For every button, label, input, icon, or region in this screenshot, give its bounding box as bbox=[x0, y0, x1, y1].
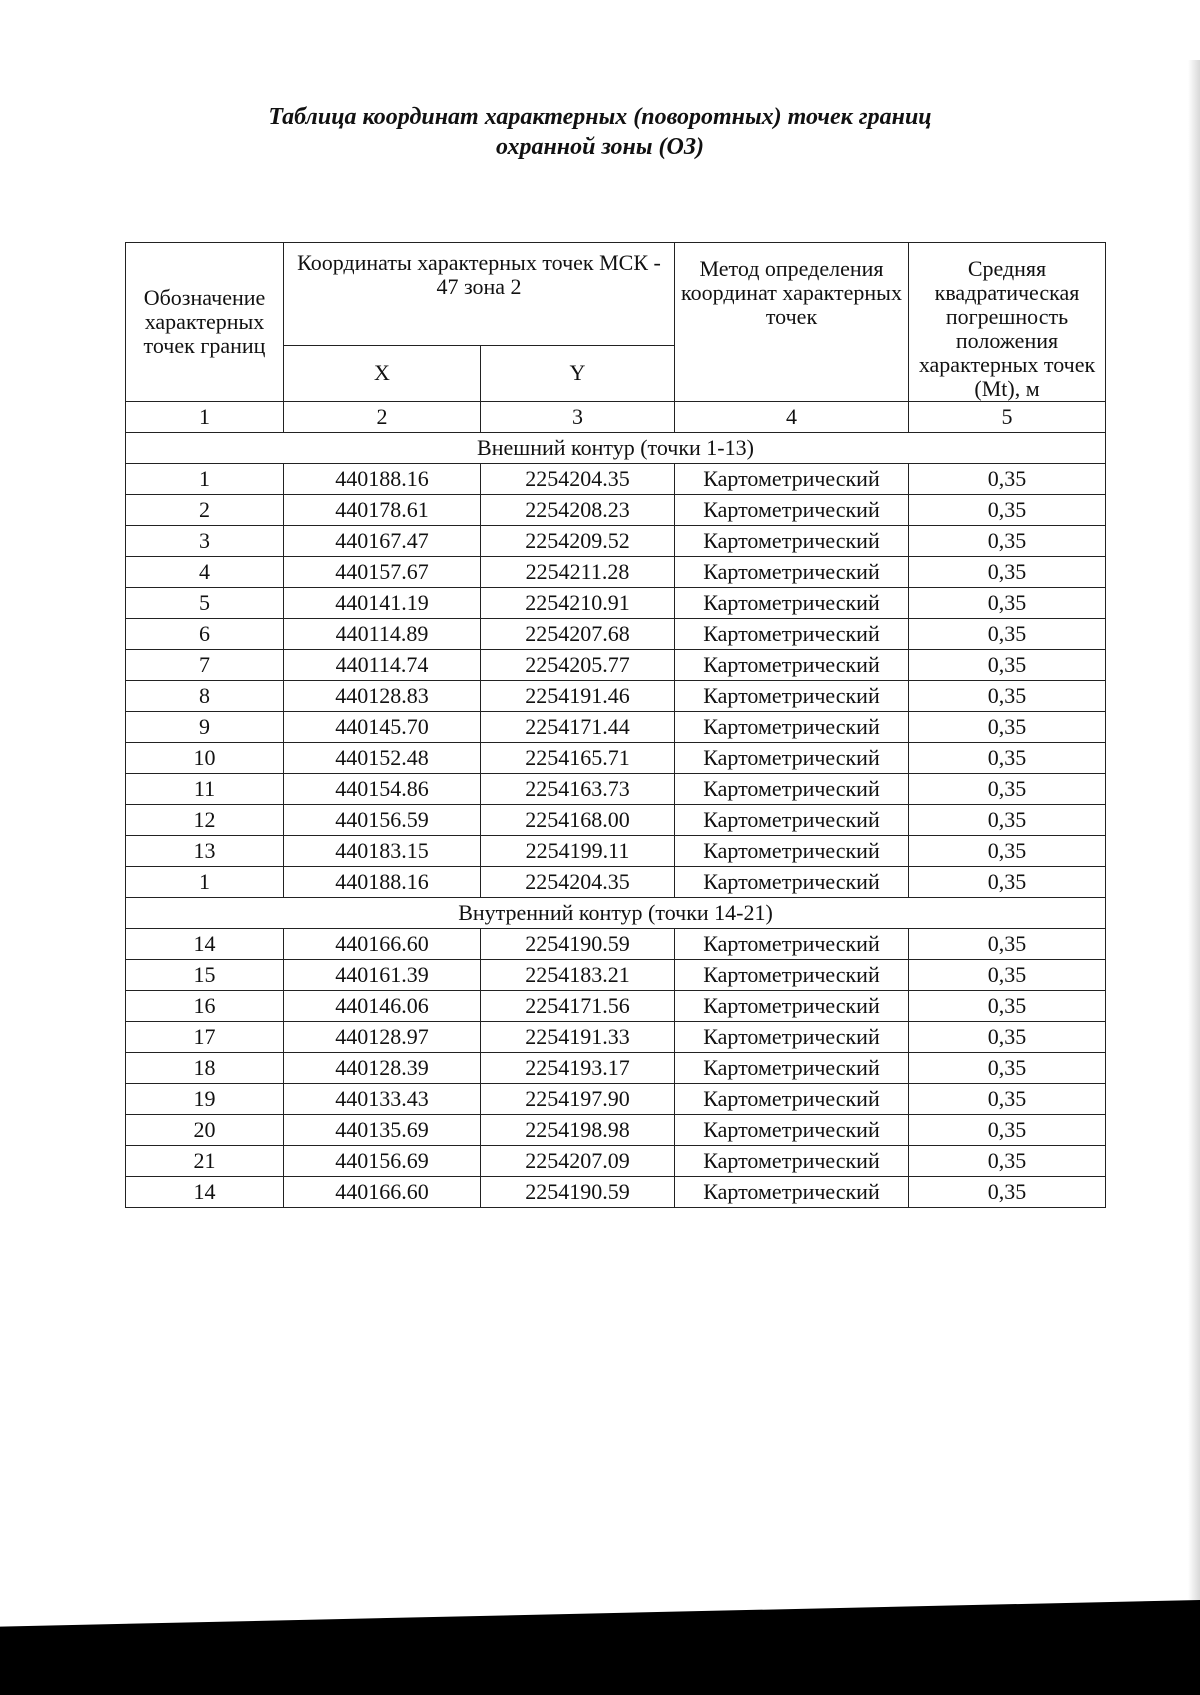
header-x: X bbox=[284, 345, 481, 401]
point-id-cell: 5 bbox=[126, 588, 284, 619]
y-cell: 2254210.91 bbox=[481, 588, 675, 619]
table-row bbox=[126, 650, 1106, 681]
point-id-cell: 3 bbox=[126, 526, 284, 557]
error-cell: 0,35 bbox=[909, 464, 1106, 495]
y-cell: 2254168.00 bbox=[481, 805, 675, 836]
point-id-cell: 17 bbox=[126, 1022, 284, 1053]
y-cell: 2254198.98 bbox=[481, 1115, 675, 1146]
table-row bbox=[126, 1084, 1106, 1115]
table-row bbox=[126, 1115, 1106, 1146]
table-row bbox=[126, 774, 1106, 805]
section-row bbox=[126, 898, 1106, 929]
page-title-line-1: Таблица координат характерных (поворотных) точек границ bbox=[268, 104, 932, 130]
point-id-cell: 11 bbox=[126, 774, 284, 805]
error-cell: 0,35 bbox=[909, 619, 1106, 650]
section-row bbox=[126, 433, 1106, 464]
method-cell: Картометрический bbox=[675, 1053, 909, 1084]
point-id-cell: 21 bbox=[126, 1146, 284, 1177]
method-cell: Картометрический bbox=[675, 743, 909, 774]
method-cell: Картометрический bbox=[675, 1084, 909, 1115]
y-cell: 2254204.35 bbox=[481, 464, 675, 495]
column-number: 4 bbox=[675, 402, 909, 433]
header-row-top bbox=[126, 243, 1106, 346]
header-y: Y bbox=[481, 345, 675, 401]
x-cell: 440188.16 bbox=[284, 464, 481, 495]
point-id-cell: 19 bbox=[126, 1084, 284, 1115]
method-cell: Картометрический bbox=[675, 619, 909, 650]
column-number: 1 bbox=[126, 402, 284, 433]
method-cell: Картометрический bbox=[675, 867, 909, 898]
y-cell: 2254209.52 bbox=[481, 526, 675, 557]
point-id-cell: 15 bbox=[126, 960, 284, 991]
y-cell: 2254171.44 bbox=[481, 712, 675, 743]
x-cell: 440166.60 bbox=[284, 929, 481, 960]
method-cell: Картометрический bbox=[675, 464, 909, 495]
y-cell: 2254183.21 bbox=[481, 960, 675, 991]
error-cell: 0,35 bbox=[909, 960, 1106, 991]
error-cell: 0,35 bbox=[909, 1115, 1106, 1146]
coordinates-table bbox=[125, 242, 1106, 1208]
error-cell: 0,35 bbox=[909, 712, 1106, 743]
column-number-row bbox=[126, 402, 1106, 433]
x-cell: 440128.97 bbox=[284, 1022, 481, 1053]
error-cell: 0,35 bbox=[909, 557, 1106, 588]
page-title-line-2: охранной зоны (ОЗ) bbox=[495, 134, 705, 160]
table-row bbox=[126, 588, 1106, 619]
point-id-cell: 18 bbox=[126, 1053, 284, 1084]
y-cell: 2254193.17 bbox=[481, 1053, 675, 1084]
table-row bbox=[126, 960, 1106, 991]
method-cell: Картометрический bbox=[675, 836, 909, 867]
x-cell: 440156.69 bbox=[284, 1146, 481, 1177]
y-cell: 2254190.59 bbox=[481, 1177, 675, 1208]
x-cell: 440183.15 bbox=[284, 836, 481, 867]
point-id-cell: 7 bbox=[126, 650, 284, 681]
method-cell: Картометрический bbox=[675, 712, 909, 743]
x-cell: 440128.39 bbox=[284, 1053, 481, 1084]
method-cell: Картометрический bbox=[675, 495, 909, 526]
table-row bbox=[126, 557, 1106, 588]
header-coordinates-group: Координаты характерных точек МСК - 47 зона 2 bbox=[284, 243, 675, 346]
header-method: Метод определения координат характерных точек bbox=[675, 243, 909, 402]
point-id-cell: 1 bbox=[126, 464, 284, 495]
error-cell: 0,35 bbox=[909, 526, 1106, 557]
table-row bbox=[126, 681, 1106, 712]
section-title: Внешний контур (точки 1-13) bbox=[126, 433, 1106, 464]
table-row bbox=[126, 1022, 1106, 1053]
error-cell: 0,35 bbox=[909, 1084, 1106, 1115]
x-cell: 440114.74 bbox=[284, 650, 481, 681]
error-cell: 0,35 bbox=[909, 681, 1106, 712]
error-cell: 0,35 bbox=[909, 1177, 1106, 1208]
error-cell: 0,35 bbox=[909, 495, 1106, 526]
method-cell: Картометрический bbox=[675, 960, 909, 991]
x-cell: 440141.19 bbox=[284, 588, 481, 619]
section-title: Внутренний контур (точки 14-21) bbox=[126, 898, 1106, 929]
point-id-cell: 20 bbox=[126, 1115, 284, 1146]
y-cell: 2254171.56 bbox=[481, 991, 675, 1022]
point-id-cell: 4 bbox=[126, 557, 284, 588]
point-id-cell: 12 bbox=[126, 805, 284, 836]
point-id-cell: 9 bbox=[126, 712, 284, 743]
table-row bbox=[126, 464, 1106, 495]
column-number: 2 bbox=[284, 402, 481, 433]
method-cell: Картометрический bbox=[675, 805, 909, 836]
error-cell: 0,35 bbox=[909, 836, 1106, 867]
error-cell: 0,35 bbox=[909, 650, 1106, 681]
method-cell: Картометрический bbox=[675, 1022, 909, 1053]
table-row bbox=[126, 805, 1106, 836]
x-cell: 440146.06 bbox=[284, 991, 481, 1022]
error-cell: 0,35 bbox=[909, 867, 1106, 898]
x-cell: 440188.16 bbox=[284, 867, 481, 898]
y-cell: 2254163.73 bbox=[481, 774, 675, 805]
table-row bbox=[126, 1146, 1106, 1177]
table-row bbox=[126, 991, 1106, 1022]
y-cell: 2254211.28 bbox=[481, 557, 675, 588]
coordinates-table-body bbox=[126, 243, 1106, 1208]
table-row bbox=[126, 619, 1106, 650]
y-cell: 2254205.77 bbox=[481, 650, 675, 681]
x-cell: 440114.89 bbox=[284, 619, 481, 650]
x-cell: 440157.67 bbox=[284, 557, 481, 588]
x-cell: 440154.86 bbox=[284, 774, 481, 805]
point-id-cell: 8 bbox=[126, 681, 284, 712]
method-cell: Картометрический bbox=[675, 650, 909, 681]
x-cell: 440156.59 bbox=[284, 805, 481, 836]
header-error: Средняя квадратическая погрешность положения характерных точек (Mt), м bbox=[909, 243, 1106, 402]
point-id-cell: 1 bbox=[126, 867, 284, 898]
error-cell: 0,35 bbox=[909, 929, 1106, 960]
table-row bbox=[126, 1177, 1106, 1208]
table-row bbox=[126, 1053, 1106, 1084]
y-cell: 2254197.90 bbox=[481, 1084, 675, 1115]
y-cell: 2254208.23 bbox=[481, 495, 675, 526]
error-cell: 0,35 bbox=[909, 1022, 1106, 1053]
x-cell: 440167.47 bbox=[284, 526, 481, 557]
y-cell: 2254204.35 bbox=[481, 867, 675, 898]
method-cell: Картометрический bbox=[675, 774, 909, 805]
method-cell: Картометрический bbox=[675, 1146, 909, 1177]
table-row bbox=[126, 495, 1106, 526]
method-cell: Картометрический bbox=[675, 991, 909, 1022]
method-cell: Картометрический bbox=[675, 1177, 909, 1208]
table-row bbox=[126, 712, 1106, 743]
table-row bbox=[126, 929, 1106, 960]
point-id-cell: 2 bbox=[126, 495, 284, 526]
point-id-cell: 13 bbox=[126, 836, 284, 867]
y-cell: 2254191.33 bbox=[481, 1022, 675, 1053]
point-id-cell: 16 bbox=[126, 991, 284, 1022]
column-number: 3 bbox=[481, 402, 675, 433]
x-cell: 440152.48 bbox=[284, 743, 481, 774]
error-cell: 0,35 bbox=[909, 743, 1106, 774]
table-row bbox=[126, 526, 1106, 557]
table-row bbox=[126, 836, 1106, 867]
scan-bottom-border bbox=[0, 1600, 1200, 1695]
y-cell: 2254190.59 bbox=[481, 929, 675, 960]
table-row bbox=[126, 743, 1106, 774]
method-cell: Картометрический bbox=[675, 1115, 909, 1146]
point-id-cell: 6 bbox=[126, 619, 284, 650]
y-cell: 2254165.71 bbox=[481, 743, 675, 774]
error-cell: 0,35 bbox=[909, 1146, 1106, 1177]
y-cell: 2254207.68 bbox=[481, 619, 675, 650]
error-cell: 0,35 bbox=[909, 588, 1106, 619]
x-cell: 440178.61 bbox=[284, 495, 481, 526]
error-cell: 0,35 bbox=[909, 991, 1106, 1022]
y-cell: 2254191.46 bbox=[481, 681, 675, 712]
x-cell: 440133.43 bbox=[284, 1084, 481, 1115]
error-cell: 0,35 bbox=[909, 774, 1106, 805]
column-number: 5 bbox=[909, 402, 1106, 433]
point-id-cell: 14 bbox=[126, 1177, 284, 1208]
header-designation: Обозначение характерных точек границ bbox=[126, 243, 284, 402]
method-cell: Картометрический bbox=[675, 526, 909, 557]
x-cell: 440166.60 bbox=[284, 1177, 481, 1208]
scan-edge-shadow bbox=[1188, 60, 1200, 1600]
x-cell: 440128.83 bbox=[284, 681, 481, 712]
x-cell: 440135.69 bbox=[284, 1115, 481, 1146]
method-cell: Картометрический bbox=[675, 929, 909, 960]
page-title bbox=[0, 102, 1200, 162]
error-cell: 0,35 bbox=[909, 1053, 1106, 1084]
method-cell: Картометрический bbox=[675, 557, 909, 588]
y-cell: 2254207.09 bbox=[481, 1146, 675, 1177]
y-cell: 2254199.11 bbox=[481, 836, 675, 867]
method-cell: Картометрический bbox=[675, 588, 909, 619]
point-id-cell: 14 bbox=[126, 929, 284, 960]
table-row bbox=[126, 867, 1106, 898]
point-id-cell: 10 bbox=[126, 743, 284, 774]
x-cell: 440145.70 bbox=[284, 712, 481, 743]
error-cell: 0,35 bbox=[909, 805, 1106, 836]
method-cell: Картометрический bbox=[675, 681, 909, 712]
x-cell: 440161.39 bbox=[284, 960, 481, 991]
